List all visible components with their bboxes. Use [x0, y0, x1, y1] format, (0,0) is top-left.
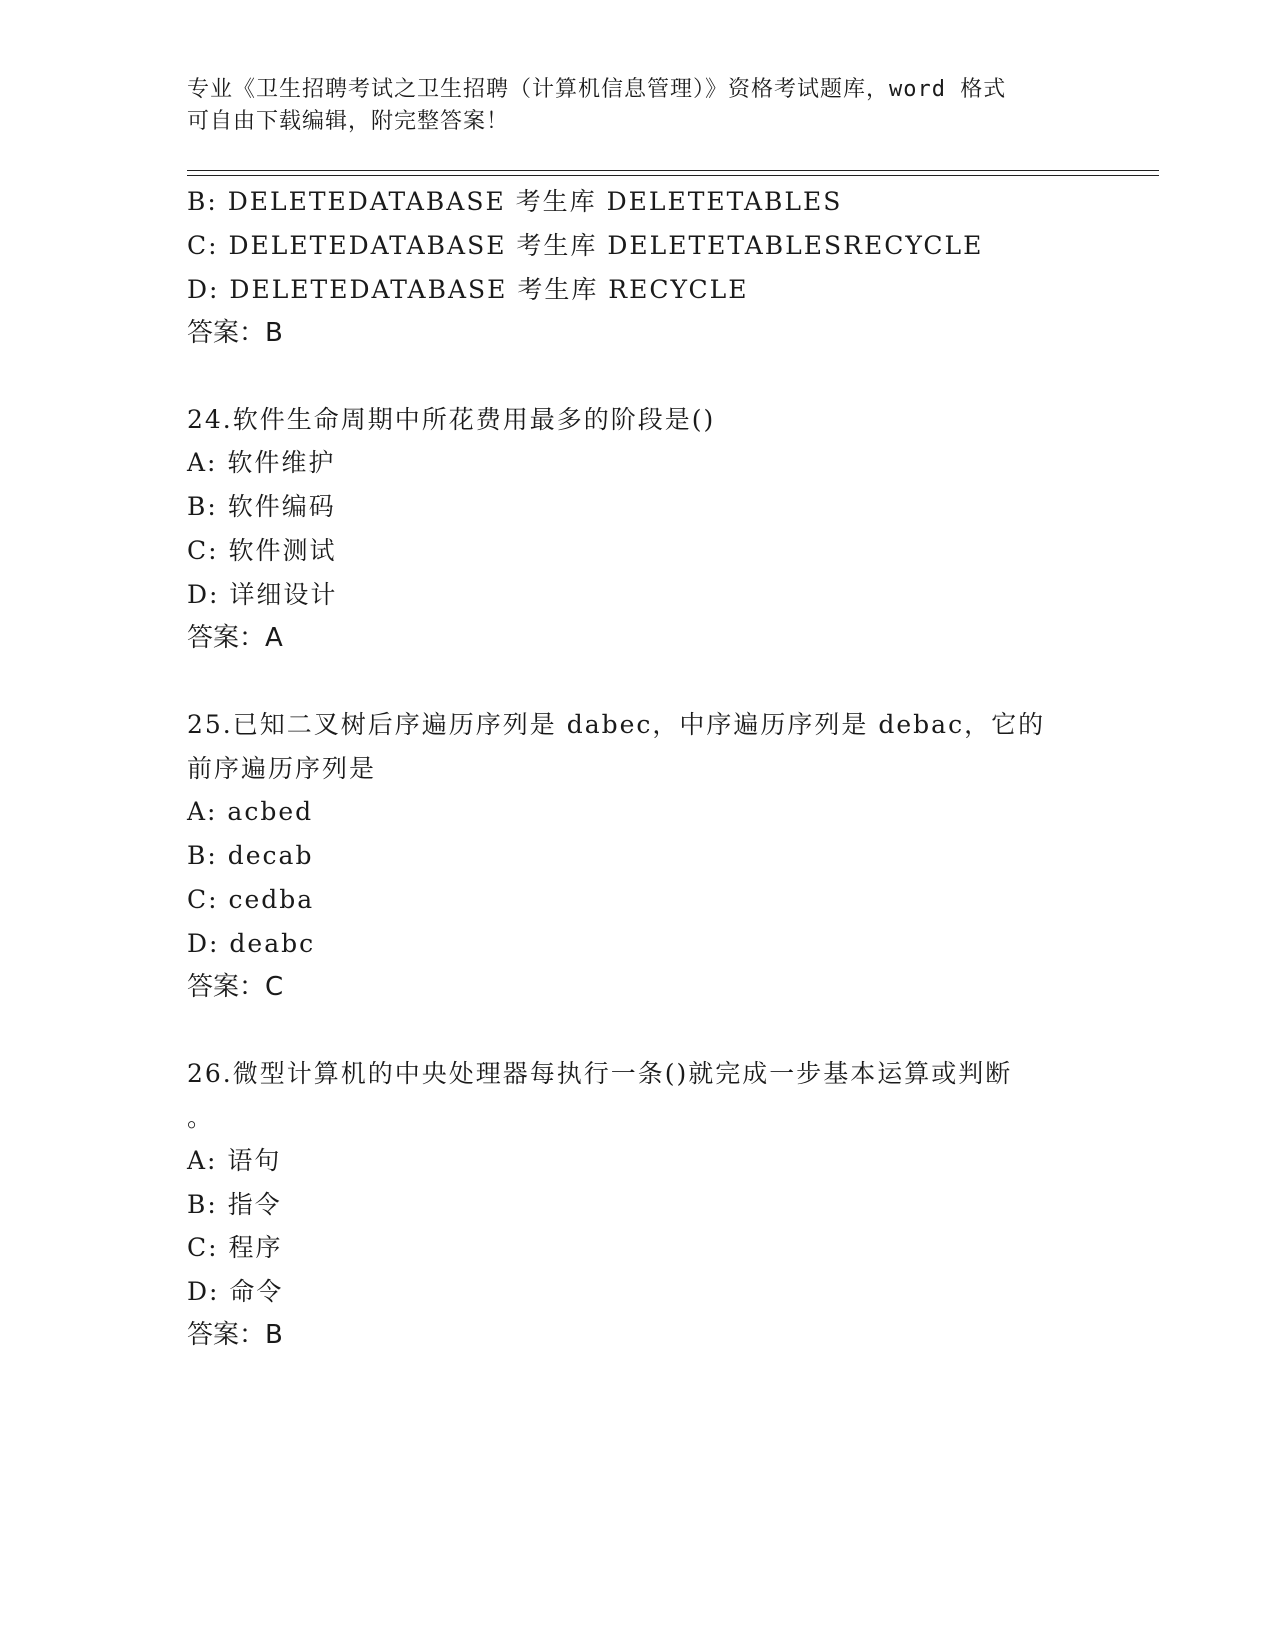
- q25-option-d: D: deabc: [187, 929, 316, 958]
- q24-option-c: C: 软件测试: [187, 536, 337, 565]
- carryover-answer: 答案：B: [187, 318, 283, 348]
- q24-option-a: A: 软件维护: [187, 448, 336, 477]
- carryover-option-b: B: DELETEDATABASE 考生库 DELETETABLES: [187, 187, 843, 216]
- q25-option-a: A: acbed: [187, 797, 314, 826]
- q25-question-line-2: 前序遍历序列是: [187, 754, 377, 783]
- q24-answer: 答案：A: [187, 623, 283, 653]
- q26-question-line-2: 。: [187, 1103, 215, 1132]
- header-rule-bottom: [187, 175, 1159, 176]
- q25-question-line-1: 25.已知二叉树后序遍历序列是 dabec，中序遍历序列是 debac，它的: [187, 710, 1046, 739]
- q24-option-d: D: 详细设计: [187, 580, 338, 609]
- header-rule-top: [187, 170, 1159, 171]
- q26-option-a: A: 语句: [187, 1146, 282, 1175]
- q24-option-b: B: 软件编码: [187, 492, 336, 521]
- header-line-1: 专业《卫生招聘考试之卫生招聘（计算机信息管理）》资格考试题库，word 格式: [187, 77, 1007, 102]
- q26-option-c: C: 程序: [187, 1233, 283, 1262]
- q25-option-c: C: cedba: [187, 885, 315, 914]
- q26-option-d: D: 命令: [187, 1277, 284, 1306]
- q26-answer: 答案：B: [187, 1320, 283, 1350]
- q25-answer: 答案：C: [187, 972, 284, 1002]
- header-line-2: 可自由下载编辑，附完整答案！: [187, 109, 510, 134]
- q24-question: 24.软件生命周期中所花费用最多的阶段是(): [187, 405, 716, 434]
- q25-option-b: B: decab: [187, 841, 314, 870]
- carryover-option-c: C: DELETEDATABASE 考生库 DELETETABLESRECYCLE: [187, 231, 984, 260]
- q26-option-b: B: 指令: [187, 1190, 282, 1219]
- carryover-option-d: D: DELETEDATABASE 考生库 RECYCLE: [187, 275, 749, 304]
- document-header: [187, 74, 1087, 138]
- q26-question-line-1: 26.微型计算机的中央处理器每执行一条()就完成一步基本运算或判断: [187, 1059, 1013, 1088]
